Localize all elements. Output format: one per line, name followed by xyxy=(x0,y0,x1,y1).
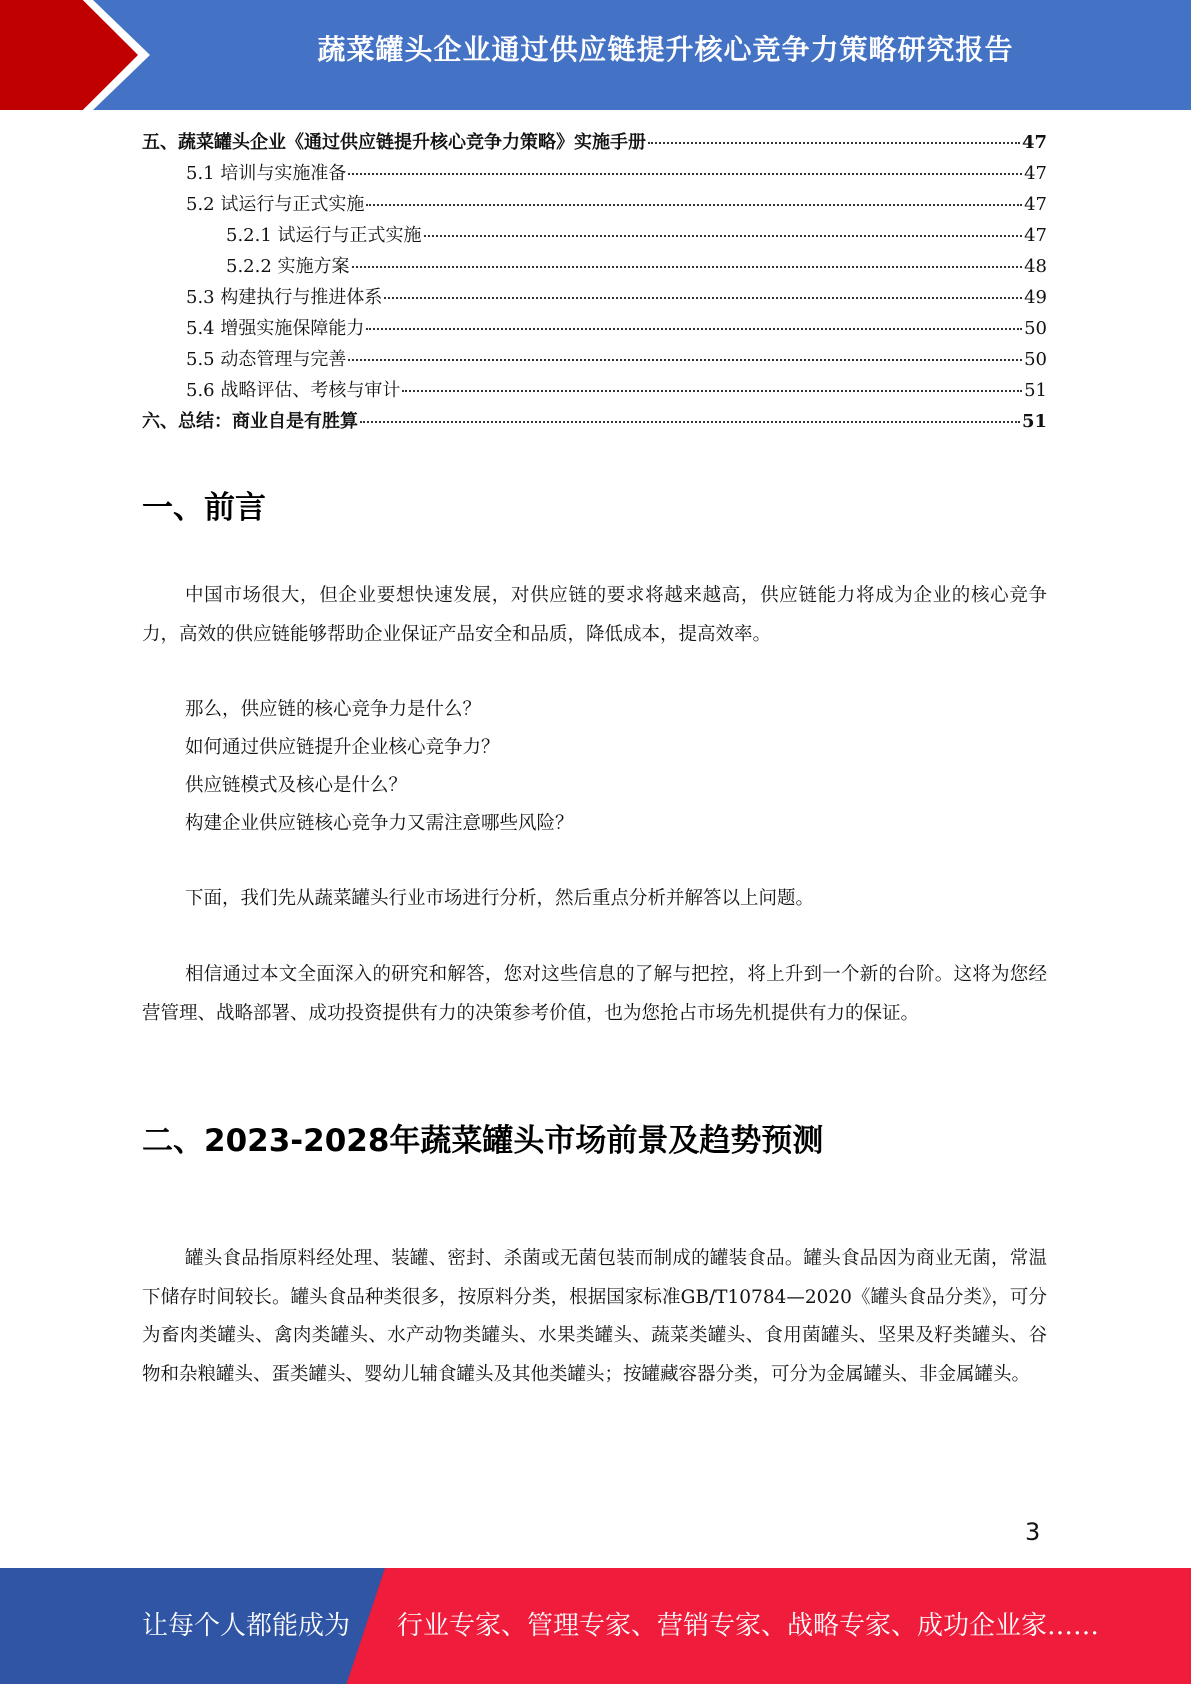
toc-entry-label: 五、蔬菜罐头企业《通过供应链提升核心竞争力策略》实施手册 xyxy=(142,132,646,153)
page-footer-banner xyxy=(0,1568,1191,1684)
toc-entry[interactable] xyxy=(142,158,1047,189)
question-line: 如何通过供应链提升企业核心竞争力？ xyxy=(185,737,500,758)
page-header-banner xyxy=(0,0,1191,110)
toc-entry-label: 六、总结：商业自是有胜算 xyxy=(142,411,358,432)
toc-leader xyxy=(384,297,1022,299)
footer-slogan-left: 让每个人都能成为 xyxy=(142,1611,351,1641)
market-paragraph: 罐头食品指原料经处理、装罐、密封、杀菌或无菌包装而制成的罐装食品。罐头食品因为商业无菌，常温下储存时间较长。罐头食品种类很多，按原料分类，根据国家标准GB/T10784—2020《罐头食品分类》，可分为畜肉类罐头、禽肉类罐头、水产动物类罐头、水果类罐头、蔬菜类罐头、食用菌罐头、坚果及籽类罐头、谷物和杂粮罐头、蛋类罐头、婴幼儿辅食罐头及其他类罐头；按罐藏容器分类，可分为金属罐头、非金属罐头。 xyxy=(142,1248,1047,1385)
toc-entry[interactable] xyxy=(142,406,1047,437)
toc-entry-page: 50 xyxy=(1024,349,1047,370)
toc-entry-page: 47 xyxy=(1021,132,1047,153)
toc-entry[interactable] xyxy=(142,220,1047,251)
toc-entry-label: 5.6 战略评估、考核与审计 xyxy=(186,380,401,401)
toc-entry-label: 5.2 试运行与正式实施 xyxy=(186,194,365,215)
toc-entry-page: 51 xyxy=(1021,411,1047,432)
toc-entry[interactable] xyxy=(142,251,1047,282)
toc-leader xyxy=(348,359,1022,361)
toc-entry[interactable] xyxy=(142,344,1047,375)
toc-entry-label: 5.3 构建执行与推进体系 xyxy=(186,287,383,308)
toc-entry-page: 51 xyxy=(1024,380,1047,401)
toc-entry[interactable] xyxy=(142,189,1047,220)
toc-leader xyxy=(424,235,1023,237)
toc-entry[interactable] xyxy=(142,127,1047,158)
preface-paragraph: 相信通过本文全面深入的研究和解答，您对这些信息的了解与把控，将上升到一个新的台阶。这将为您经营管理、战略部署、成功投资提供有力的决策参考价值，也为您抢占市场先机提供有力的保证。 xyxy=(142,964,1047,1024)
report-title: 蔬菜罐头企业通过供应链提升核心竞争力策略研究报告 xyxy=(317,33,1014,66)
toc-entry[interactable] xyxy=(142,282,1047,313)
toc-leader xyxy=(648,142,1020,144)
toc-leader xyxy=(360,421,1020,423)
toc-leader xyxy=(366,204,1022,206)
toc-entry-label: 5.2.2 实施方案 xyxy=(226,256,350,277)
question-line: 供应链模式及核心是什么？ xyxy=(185,775,408,796)
header-chevron-arrow xyxy=(0,0,138,110)
toc-entry[interactable] xyxy=(142,375,1047,406)
footer-slogan-right: 行业专家、管理专家、营销专家、战略专家、成功企业家…… xyxy=(397,1611,1100,1641)
table-of-contents xyxy=(142,127,1047,437)
toc-entry-page: 47 xyxy=(1024,225,1047,246)
question-line: 构建企业供应链核心竞争力又需注意哪些风险？ xyxy=(185,813,574,834)
toc-entry-label: 5.4 增强实施保障能力 xyxy=(186,318,365,339)
toc-entry-page: 47 xyxy=(1024,194,1047,215)
preface-paragraph: 中国市场很大，但企业要想快速发展，对供应链的要求将越来越高，供应链能力将成为企业的核心竞争力，高效的供应链能够帮助企业保证产品安全和品质，降低成本，提高效率。 xyxy=(142,585,1047,645)
toc-leader xyxy=(352,266,1023,268)
toc-leader xyxy=(348,173,1022,175)
toc-entry-label: 5.5 动态管理与完善 xyxy=(186,349,347,370)
toc-entry-page: 48 xyxy=(1024,256,1047,277)
question-line: 那么，供应链的核心竞争力是什么？ xyxy=(185,699,482,720)
toc-entry-page: 47 xyxy=(1024,163,1047,184)
preface-paragraph: 下面，我们先从蔬菜罐头行业市场进行分析，然后重点分析并解答以上问题。 xyxy=(185,888,815,909)
toc-entry-label: 5.1 培训与实施准备 xyxy=(186,163,347,184)
toc-entry[interactable] xyxy=(142,313,1047,344)
section-heading-market-outlook: 二、2023-2028年蔬菜罐头市场前景及趋势预测 xyxy=(142,1123,824,1159)
section-heading-preface: 一、前言 xyxy=(142,490,266,526)
toc-entry-label: 5.2.1 试运行与正式实施 xyxy=(226,225,422,246)
page-number: 3 xyxy=(1025,1518,1041,1546)
toc-leader xyxy=(366,328,1022,330)
toc-entry-page: 49 xyxy=(1024,287,1047,308)
toc-entry-page: 50 xyxy=(1024,318,1047,339)
toc-leader xyxy=(402,390,1022,392)
